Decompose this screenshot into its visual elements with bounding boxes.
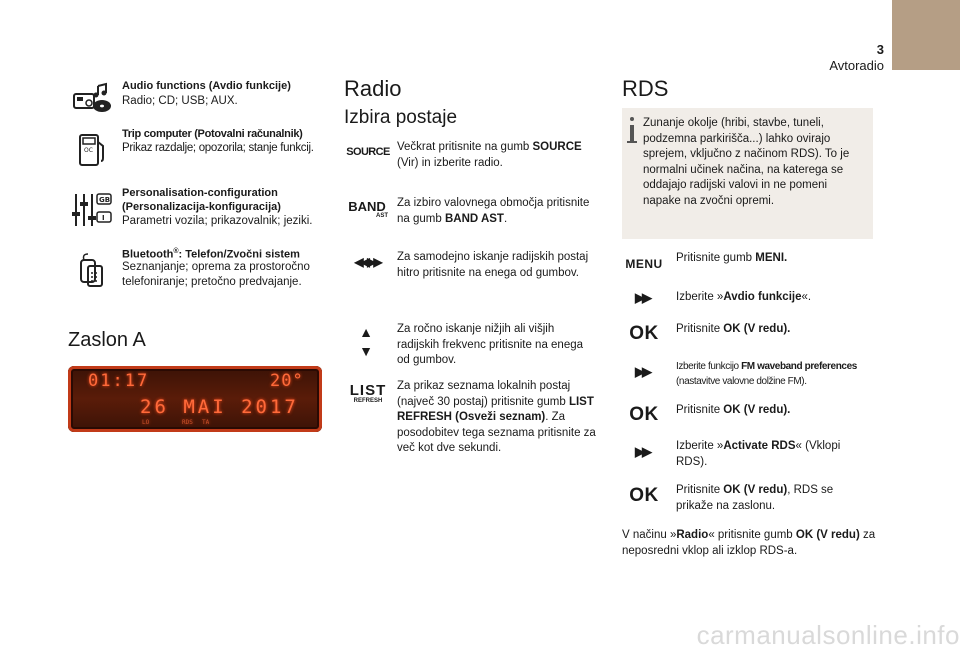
step-text: Izberite funkcijo FM waveband preferences (nastavitve valovne dolžine FM). <box>676 361 857 387</box>
tune-down-button[interactable]: ▼ <box>359 343 373 359</box>
personalisation-icon <box>70 190 112 230</box>
list-refresh-button[interactable]: LIST REFRESH <box>349 382 387 404</box>
forward-button[interactable]: ▶▶ <box>635 364 649 379</box>
step-text: Za ročno iskanje nižjih ali višjih radijskih frekvenc pritisnite na enega od gumbov. <box>397 323 584 366</box>
watermark: carmanualsonline.info <box>696 620 960 650</box>
svg-text:I: I <box>102 214 105 222</box>
ok-button[interactable]: OK <box>629 404 659 425</box>
display-indicator-lo: LO <box>142 419 150 426</box>
feature-title: Bluetooth®: Telefon/Zvočni sistem <box>122 248 300 261</box>
feature-title: Personalisation-configuration (Personalizacija-konfiguracija) <box>122 187 281 213</box>
step-text: Večkrat pritisnite na gumb SOURCE (Vir) in izberite radio. <box>397 141 582 169</box>
display-indicator-ta: TA <box>202 419 210 426</box>
step-text: Za prikaz seznama lokalnih postaj (največ 30 postaj) pritisnite gumb LIST REFRESH (Osveži seznam). Za posodobitev tega seznama pritisnite za več kot dve sekundi. <box>397 380 596 454</box>
bluetooth-phone-icon <box>76 250 108 290</box>
display-temperature: 20° <box>270 371 304 391</box>
feature-text: Radio; CD; USB; AUX. <box>122 95 238 107</box>
step-text: Pritisnite OK (V redu), RDS se prikaže na zaslonu. <box>676 484 834 512</box>
step-text: Pritisnite OK (V redu). <box>676 323 791 335</box>
display-date: 26 MAI 2017 <box>140 396 299 418</box>
zaslon-heading: Zaslon A <box>68 329 146 351</box>
ok-button[interactable]: OK <box>629 485 659 506</box>
seek-buttons[interactable]: ◀◀ ▶▶ <box>354 255 380 269</box>
forward-button[interactable]: ▶▶ <box>635 290 649 305</box>
radio-display-screen <box>68 366 322 432</box>
svg-text:OC: OC <box>84 147 93 154</box>
display-time: 01:17 <box>88 371 150 391</box>
menu-button[interactable]: MENU <box>625 257 663 271</box>
svg-text:GB: GB <box>99 196 111 204</box>
step-text: Izberite »Avdio funkcije«. <box>676 291 812 303</box>
step-text: Za samodejno iskanje radijskih postaj hitro pritisnite na enega od gumbov. <box>397 251 589 279</box>
feature-title: Audio functions (Avdio funkcije) <box>122 80 291 92</box>
feature-text: Prikaz razdalje; opozorila; stanje funkcij. <box>122 142 314 154</box>
feature-text: Seznanjanje; oprema za prostoročno telefoniranje; pretočno predvajanje. <box>122 261 310 288</box>
feature-title: Trip computer (Potovalni računalnik) <box>122 128 303 140</box>
corner-tab <box>892 0 960 70</box>
step-text: Izberite »Activate RDS« (Vklopi RDS). <box>676 440 841 468</box>
tune-up-button[interactable]: ▲ <box>359 324 373 340</box>
band-ast-button[interactable]: BAND AST <box>348 199 388 219</box>
info-icon <box>626 116 638 144</box>
radio-heading: Radio <box>344 76 402 101</box>
forward-button[interactable]: ▶▶ <box>635 444 649 459</box>
rds-info-note <box>622 108 873 239</box>
page-number: 3 <box>876 42 884 57</box>
ok-button[interactable]: OK <box>629 323 659 344</box>
radio-subheading: Izbira postaje <box>344 107 458 128</box>
step-text: Pritisnite OK (V redu). <box>676 404 791 416</box>
source-button[interactable]: SOURCE <box>346 146 390 158</box>
step-text: Za izbiro valovnega območja pritisnite na gumb BAND AST. <box>397 197 590 225</box>
feature-text: Parametri vozila; prikazovalnik; jeziki. <box>122 215 313 227</box>
trip-computer-icon <box>76 132 108 168</box>
section-title: Avtoradio <box>829 58 884 73</box>
rds-heading: RDS <box>622 76 669 101</box>
display-indicator-rds: RDS <box>182 419 193 426</box>
note-text: Zunanje okolje (hribi, stavbe, tuneli, podzemna parkirišča...) lahko ovirajo sprejem, vključno z načinom RDS). To je normalni učinek načina, na katerega se oddajajo radijski valovi in ne pomeni napake na zvočni opremi. <box>643 117 850 207</box>
step-text: Pritisnite gumb MENI. <box>676 252 788 264</box>
audio-functions-icon <box>72 82 112 114</box>
rds-footer-text: V načinu »Radio« pritisnite gumb OK (V redu) za neposredni vklop ali izklop RDS-a. <box>622 529 876 557</box>
